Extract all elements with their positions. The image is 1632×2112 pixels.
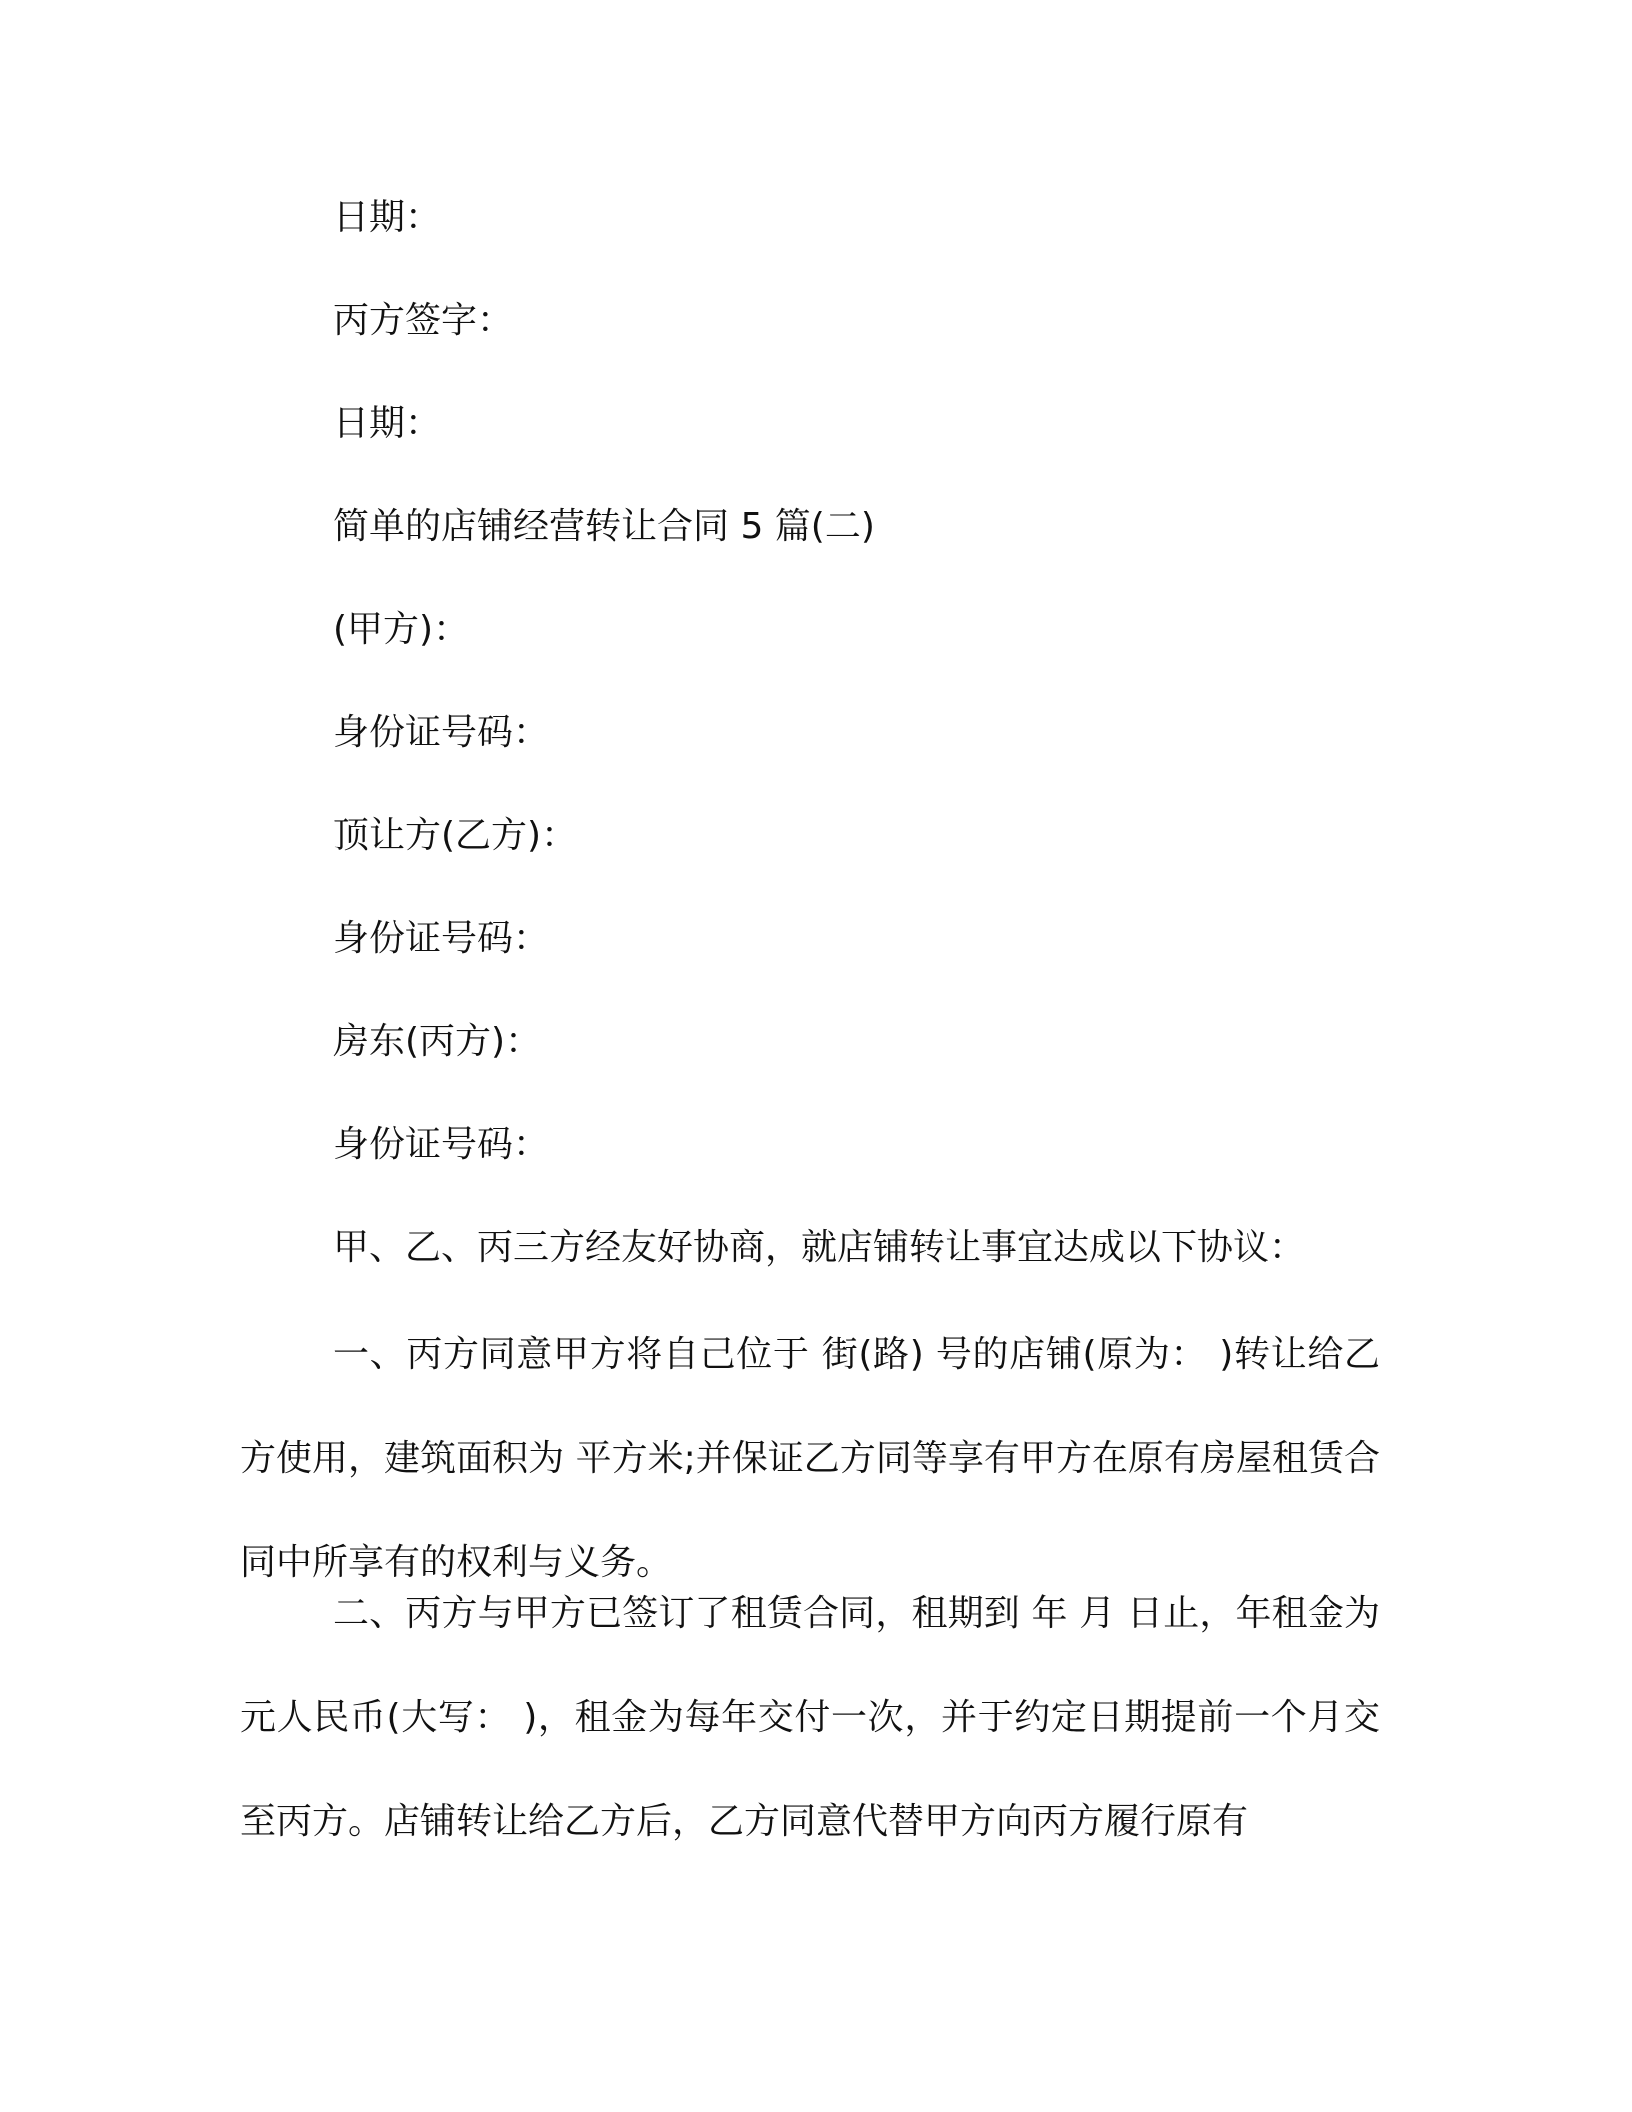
party-c-signature-label: 丙方签字：: [333, 300, 514, 341]
clause-two: 二、丙方与甲方已签订了租赁合同，租期到 年 月 日止，年租金为 元人民币(大写： )，租金为每年交付一次，并于约定日期提前一个月交至丙方。店铺转让给乙方后，乙方同意代替甲方向丙方履行原有: [240, 1593, 1380, 1842]
date-label-2: 日期：: [333, 403, 442, 444]
date-label-1: 日期：: [333, 197, 442, 238]
contract-title: 简单的店铺经营转让合同 5 篇(二): [333, 506, 875, 547]
agreement-intro: 甲、乙、丙三方经友好协商，就店铺转让事宜达成以下协议：: [333, 1227, 1306, 1268]
party-b-id-label: 身份证号码：: [333, 918, 550, 959]
clause-one: 一、丙方同意甲方将自己位于 街(路) 号的店铺(原为： )转让给乙方使用，建筑面积为 平方米;并保证乙方同等享有甲方在原有房屋租赁合同中所享有的权利与义务。: [240, 1334, 1380, 1583]
party-c-id-label: 身份证号码：: [333, 1124, 550, 1165]
party-c-label: 房东(丙方)：: [333, 1021, 542, 1062]
party-a-label: (甲方)：: [333, 609, 470, 650]
party-b-label: 顶让方(乙方)：: [333, 815, 578, 856]
party-a-id-label: 身份证号码：: [333, 712, 550, 753]
